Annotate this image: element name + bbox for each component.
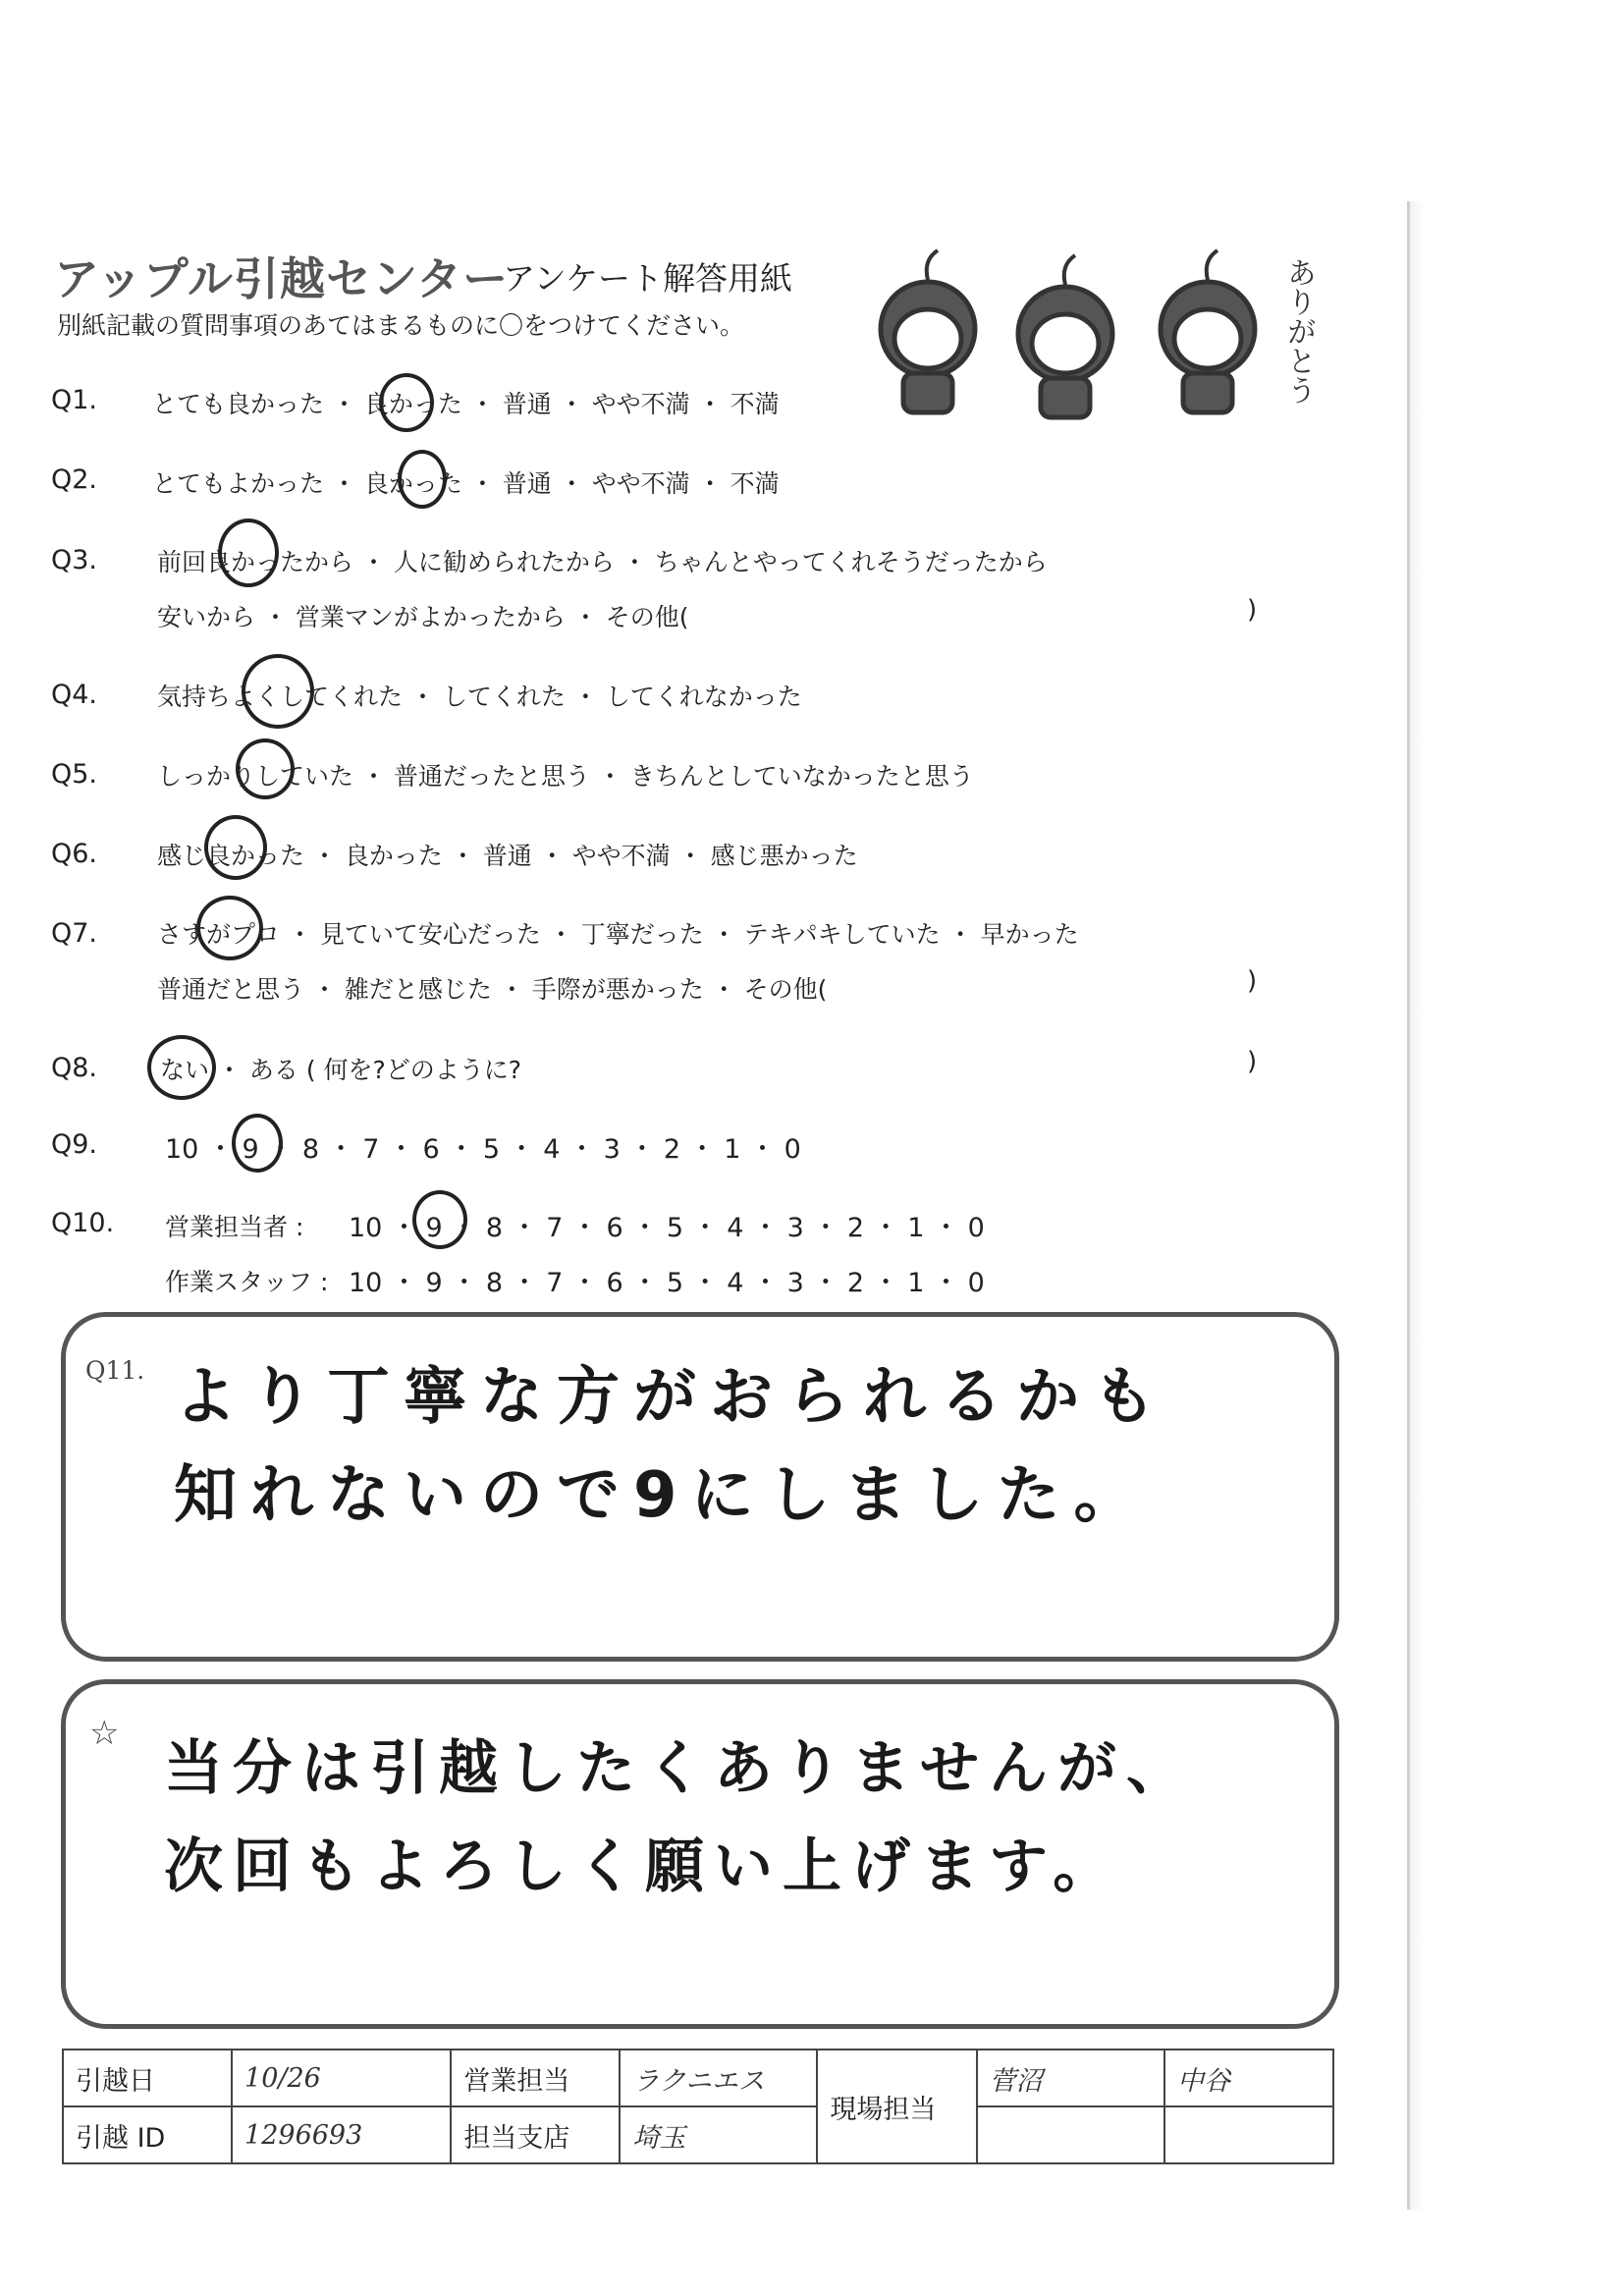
q10-staff-scale: 10 ・ 9 ・ 8 ・ 7 ・ 6 ・ 5 ・ 4 ・ 3 ・ 2 ・ 1 ・ 0 [349, 1268, 985, 1298]
answer-circle [232, 1114, 283, 1173]
q10-label: Q10. [51, 1208, 115, 1238]
q3-options-line2: 安いから ・ 営業マンがよかったから ・ その他( [157, 603, 689, 631]
move-info-table [62, 2049, 1334, 2164]
sales-rep-label: 営業担当 [451, 2050, 620, 2106]
monkey-icon [881, 282, 975, 412]
q11-handwritten-line2: 知れないので9にしました。 [174, 1459, 1151, 1532]
q5-label: Q5. [51, 759, 98, 790]
answer-circle [204, 815, 267, 880]
q6-label: Q6. [51, 839, 98, 869]
q3-close-paren: ) [1247, 595, 1258, 625]
q2-label: Q2. [51, 465, 98, 495]
q3-label: Q3. [51, 545, 98, 575]
q4-options: 気持ちよくしてくれた ・ してくれた ・ してくれなかった [157, 683, 802, 711]
q7-options-line2: 普通だと思う ・ 雑だと感じた ・ 手際が悪かった ・ その他( [157, 975, 828, 1004]
answer-circle [147, 1035, 216, 1100]
instruction-text: 別紙記載の質問事項のあてはまるものに〇をつけてください。 [57, 311, 745, 340]
move-id-label: 引越 ID [63, 2106, 232, 2163]
monkey-icon [1161, 282, 1255, 412]
extra-handwritten-line2: 次回もよろしく願い上げます。 [164, 1832, 1122, 1901]
answer-circle [236, 738, 295, 799]
q9-scale: 10 ・ 9 ・ 8 ・ 7 ・ 6 ・ 5 ・ 4 ・ 3 ・ 2 ・ 1 ・ 0 [165, 1134, 801, 1165]
q2-options: とてもよかった ・ 良かった ・ 普通 ・ やや不満 ・ 不満 [152, 469, 780, 498]
q1-label: Q1. [51, 385, 98, 415]
company-brand: アップル引越センター [54, 252, 510, 305]
q8-close-paren: ) [1247, 1047, 1258, 1076]
move-date-label: 引越日 [63, 2050, 232, 2106]
site-rep-empty-1 [977, 2106, 1164, 2163]
q7-close-paren: ) [1247, 966, 1258, 996]
extra-handwritten-line1: 当分は引越したくありませんが、 [164, 1734, 1195, 1803]
q6-options: 感じ良かった ・ 良かった ・ 普通 ・ やや不満 ・ 感じ悪かった [157, 842, 858, 870]
site-rep-value-1: 菅沼 [977, 2050, 1164, 2106]
branch-label: 担当支店 [451, 2106, 620, 2163]
answer-circle [196, 896, 263, 960]
site-rep-label: 現場担当 [817, 2050, 976, 2163]
star-icon: ☆ [89, 1714, 120, 1753]
q3-options-line1: 前回良かったから ・ 人に勧められたから ・ ちゃんとやってくれそうだったから [157, 548, 1048, 576]
answer-circle [218, 519, 279, 587]
answer-circle [398, 450, 447, 509]
page-edge-shadow [1407, 201, 1424, 2210]
q4-label: Q4. [51, 680, 98, 710]
q11-comment-box [61, 1312, 1339, 1662]
q7-label: Q7. [51, 918, 98, 949]
q7-options-line1: さすがプロ ・ 見ていて安心だった ・ 丁寧だった ・ テキパキしていた ・ 早かった [157, 920, 1079, 949]
answer-circle [412, 1190, 467, 1249]
q5-options: しっかりしていた ・ 普通だったと思う ・ きちんとしていなかったと思う [157, 762, 974, 791]
sales-rep-value: ラクニエス [620, 2050, 817, 2106]
thank-you-caption: ありがとう [1281, 257, 1316, 405]
mascot-illustration [854, 236, 1325, 422]
q10-sales-scale: 10 ・ 9 ・ 8 ・ 7 ・ 6 ・ 5 ・ 4 ・ 3 ・ 2 ・ 1 ・ 0 [349, 1213, 985, 1243]
site-rep-value-2: 中谷 [1164, 2050, 1333, 2106]
branch-value: 埼玉 [620, 2106, 817, 2163]
answer-circle [379, 373, 434, 432]
q10-sales-label: 営業担当者 : [165, 1213, 304, 1241]
q11-label: Q11. [85, 1356, 145, 1385]
site-rep-empty-2 [1164, 2106, 1333, 2163]
q8-options: ない ・ ある ( 何を?どのように? [160, 1056, 522, 1084]
q8-label: Q8. [51, 1053, 98, 1083]
q10-staff-label: 作業スタッフ : [165, 1268, 329, 1296]
q9-label: Q9. [51, 1129, 98, 1160]
q1-options: とても良かった ・ 良かった ・ 普通 ・ やや不満 ・ 不満 [152, 390, 780, 418]
form-title: アンケート解答用紙 [503, 259, 793, 298]
q11-handwritten-line1: より丁寧な方がおられるかも [174, 1361, 1169, 1434]
move-id-value: 1296693 [232, 2106, 451, 2163]
answer-circle [242, 654, 314, 729]
monkey-icon [1018, 287, 1112, 417]
extra-comment-box [61, 1679, 1339, 2029]
move-date-value: 10/26 [232, 2050, 451, 2106]
